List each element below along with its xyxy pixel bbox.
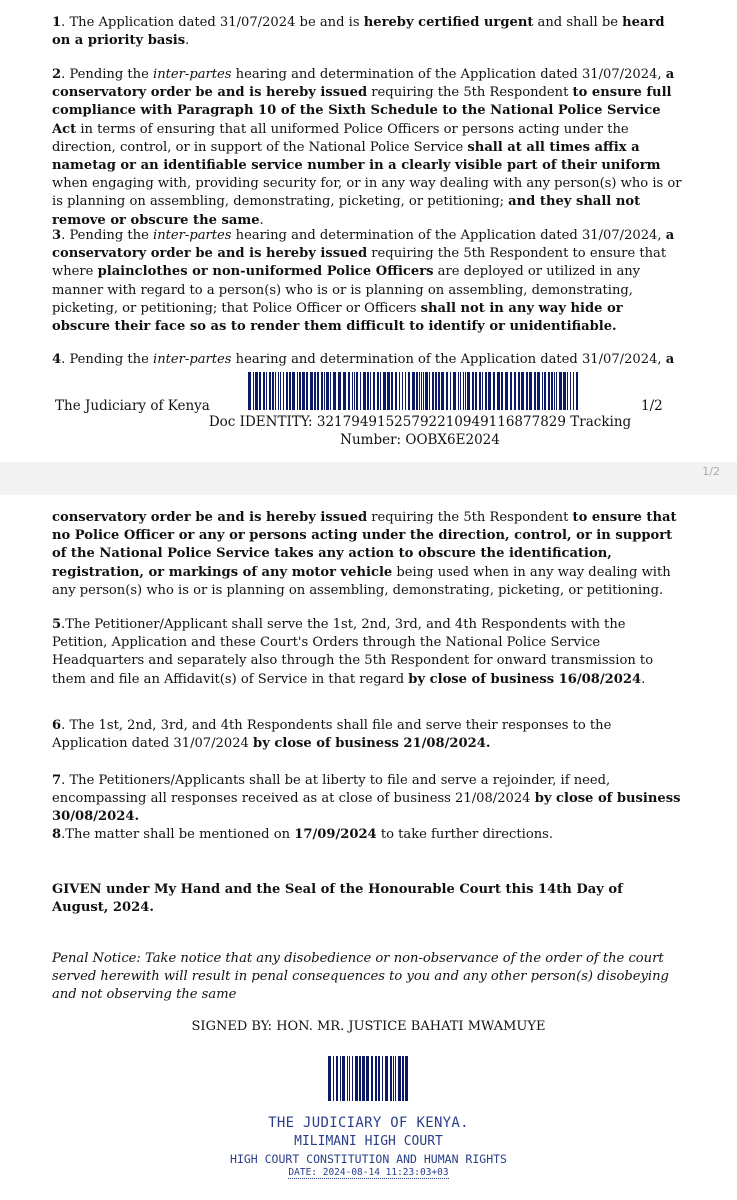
seal-division: HIGH COURT CONSTITUTION AND HUMAN RIGHTS [230, 1152, 507, 1166]
seal-date: DATE: 2024-08-14 11:23:03+03 [288, 1167, 449, 1178]
signature-line: SIGNED BY: HON. MR. JUSTICE BAHATI MWAMUYE [191, 1019, 546, 1034]
order-paragraph-6: 6. The 1st, 2nd, 3rd, and 4th Respondents shall file and serve their responses to the Application dated 31/07/2024 by close of business 21/08/2024. [52, 718, 612, 752]
page-indicator: 1/2 [702, 465, 720, 478]
seal-court: MILIMANI HIGH COURT [294, 1134, 443, 1149]
order-paragraph-5: 5.The Petitioner/Applicant shall serve the 1st, 2nd, 3rd, and 4th Respondents with the Petition, Application and these Court's Orders through the National Police Service Headquarters and separately also through the 5th Respondent for onward transmission to them and file an Affidavit(s) of Service in that regard by close of business 16/08/2024. [52, 617, 654, 687]
order-paragraph-4-continued: conservatory order be and is hereby issued requiring the 5th Respondent to ensure that no Police Officer or any or persons acting under the direction, control, or in support of the National Police Service takes any action to obscure the identification, registration, or markings of any motor vehicle being used when in any way dealing with any person(s) who is or is planning on assembling, demonstrating, picketing, or petitioning. [52, 510, 677, 598]
given-statement: GIVEN under My Hand and the Seal of the Honourable Court this 14th Day of August, 2024. [52, 882, 623, 916]
order-paragraph-3: 3. Pending the inter-partes hearing and determination of the Application dated 31/07/2024, a conservatory order be and is hereby issued requiring the 5th Respondent to ensure that where plainclothes or non-uniformed Police Officers are deployed or utilized in any manner with regard to a person(s) who is or is planning on assembling, demonstrating, picketing, or petitioning; that Police Officer or Officers shall not in any way hide or obscure their face so as to render them difficult to identify or unidentifiable. [52, 228, 675, 335]
penal-notice: Penal Notice: Take notice that any disobedience or non-observance of the order of the court served herewith will result in penal consequences to you and any other person(s) disobeying and not observing the same [52, 951, 669, 1003]
document-page-1 [0, 0, 737, 462]
document-barcode [248, 372, 580, 410]
seal-judiciary: THE JUDICIARY OF KENYA. [268, 1115, 469, 1131]
order-paragraph-4: 4. Pending the inter-partes hearing and determination of the Application dated 31/07/2024, a [52, 352, 675, 367]
order-paragraph-1: 1. The Application dated 31/07/2024 be and is hereby certified urgent and shall be heard on a priority basis. [52, 15, 665, 49]
order-paragraph-7: 7. The Petitioners/Applicants shall be at liberty to file and serve a rejoinder, if need, encompassing all responses received as at close of business 21/08/2024 by close of business 30/08/2024. [52, 773, 681, 825]
order-paragraph-8: 8.The matter shall be mentioned on 17/09/2024 to take further directions. [52, 827, 554, 842]
footer-issuer: The Judiciary of Kenya [55, 398, 210, 414]
doc-identity: Doc IDENTITY: 32179491525792210949116877829 Tracking Number: OOBX6E2024 [208, 414, 632, 448]
document-page-2 [0, 495, 737, 1200]
order-paragraph-2: 2. Pending the inter-partes hearing and determination of the Application dated 31/07/2024, a conservatory order be and is hereby issued requiring the 5th Respondent to ensure full compliance with Paragraph 10 of the Sixth Schedule to the National Police Service Act in terms of ensuring that all uniformed Police Officers or persons acting under the direction, control, or in support of the National Police Service shall at all times affix a nametag or an identifiable service number in a clearly visible part of their uniform when engaging with, providing security for, or in any way dealing with any person(s) who is or is planning on assembling, demonstrating, picketing, or petitioning; and they shall not remove or obscure the same. [52, 67, 682, 228]
footer-page-number: 1/2 [641, 398, 663, 414]
seal-barcode [328, 1056, 408, 1101]
